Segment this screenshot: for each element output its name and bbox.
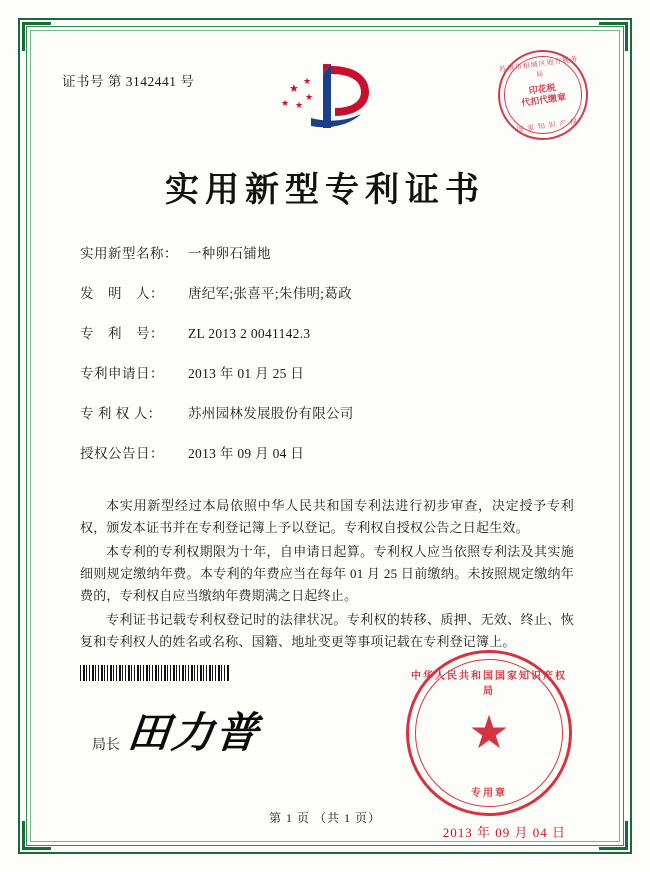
legal-paragraph-1: 本实用新型经过本局依照中华人民共和国专利法进行初步审查，决定授予专利权，颁发本证书并在专利登记簿上予以登记。专利权自授权公告之日起生效。 <box>80 498 574 535</box>
field-label: 授权公告日： <box>80 446 164 461</box>
official-red-seal-arc-top: 中华人民共和国国家知识产权局 <box>411 671 567 697</box>
field-row-grant-announcement-date <box>80 445 580 463</box>
sipo-logo-icon <box>265 58 385 136</box>
page-footer: 第 1 页 （共 1 页） <box>268 811 381 825</box>
official-red-seal-arc-bottom: 专用章 <box>471 788 507 799</box>
tax-stamp-seal-center: 印花税 代扣代缴章 <box>520 82 567 109</box>
field-row-inventors <box>80 285 580 303</box>
field-row-patent-number <box>80 325 580 343</box>
field-label: 专 利 权 人： <box>80 406 162 421</box>
barcode <box>80 665 230 681</box>
field-value: ZL 2013 2 0041142.3 <box>188 326 311 341</box>
field-row-application-date <box>80 365 580 383</box>
signature-name: 田力普 <box>125 711 263 757</box>
field-value: 2013 年 01 月 25 日 <box>188 366 305 381</box>
seal-date: 2013 年 09 月 04 日 <box>442 825 566 840</box>
field-value: 一种卵石铺地 <box>188 246 271 261</box>
star-icon: ★ <box>468 707 510 758</box>
field-list <box>80 245 580 485</box>
official-red-seal <box>406 650 572 816</box>
certificate-content <box>40 40 610 840</box>
svg-text:★: ★ <box>281 99 290 109</box>
field-label: 专利申请日： <box>80 366 164 381</box>
tax-stamp-seal-arc-top: 苏州市相城区地方税务局 <box>498 54 579 79</box>
field-label: 发 明 人： <box>80 286 164 301</box>
tax-stamp-seal-arc-bottom: 国 家 知 识 产 权 <box>516 117 579 134</box>
svg-text:★: ★ <box>289 82 299 95</box>
legal-body-text <box>80 495 574 655</box>
certificate-serial-number: 证书号 第 3142441 号 <box>62 74 195 89</box>
field-value: 2013 年 09 月 04 日 <box>188 446 305 461</box>
signature-block <box>92 700 263 760</box>
field-label: 实用新型名称： <box>80 246 178 261</box>
field-row-utility-model-name <box>80 245 580 263</box>
tax-stamp-seal <box>492 44 594 146</box>
field-value: 苏州园林发展股份有限公司 <box>188 406 354 421</box>
field-row-patentee <box>80 405 580 423</box>
legal-paragraph-3: 专利证书记载专利权登记时的法律状况。专利权的转移、质押、无效、终止、恢复和专利权人的姓名或名称、国籍、地址变更等事项记载在专利登记簿上。 <box>80 612 574 649</box>
svg-text:★: ★ <box>305 93 314 103</box>
svg-text:★: ★ <box>295 101 304 111</box>
field-value: 唐纪军;张喜平;朱伟明;葛政 <box>188 286 352 301</box>
page-title: 实用新型专利证书 <box>165 172 485 209</box>
svg-text:★: ★ <box>303 77 312 87</box>
legal-paragraph-2: 本专利的专利权期限为十年，自申请日起算。专利权人应当依照专利法及其实施细则规定缴纳年费。本专利的年费应当在每年 01 月 25 日前缴纳。未按照规定缴纳年费的，专利权自应当缴纳年费期满之日起终止。 <box>80 544 574 603</box>
field-label: 专 利 号： <box>80 326 164 341</box>
signature-label: 局长 <box>92 738 120 753</box>
